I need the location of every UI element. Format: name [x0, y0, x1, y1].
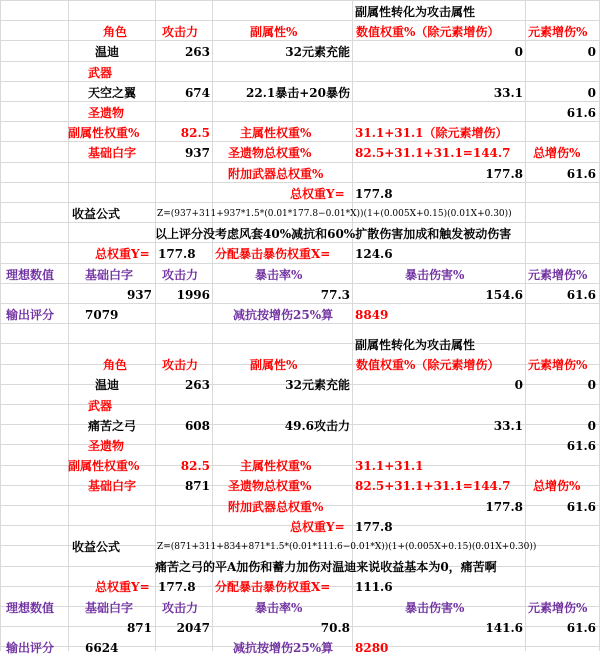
- grid-row-line: [0, 61, 600, 62]
- crit-dmg-label: 暴击伤害%: [405, 268, 465, 282]
- sub-weight-label: 副属性权重%: [68, 459, 140, 473]
- ideal-base-label: 基础白字: [85, 268, 134, 282]
- note-text: 痛苦之弓的平A加伤和蓄力加伤对温迪来说收益基本为0，痛苦啊: [155, 560, 497, 574]
- add-weapon-weight-value: 177.8: [485, 167, 523, 181]
- main-weight-label: 主属性权重%: [240, 459, 312, 473]
- res-label: 减抗按增伤25%算: [233, 308, 334, 322]
- res-value: 8849: [355, 308, 389, 322]
- crit-rate-label: 暴击率%: [255, 601, 303, 615]
- header-elem-bonus: 元素增伤%: [528, 25, 588, 39]
- x-label: 分配暴击暴伤权重X=: [215, 580, 331, 594]
- base-value: 871: [184, 479, 210, 493]
- grid-column-line: [68, 0, 69, 651]
- weapon-weight: 33.1: [493, 86, 523, 100]
- main-weight-label: 主属性权重%: [240, 126, 312, 140]
- ideal-elem-value: 61.6: [566, 288, 596, 302]
- ideal-base-label: 基础白字: [85, 601, 134, 615]
- y-value: 177.8: [158, 247, 196, 261]
- score-value: 7079: [85, 308, 119, 322]
- note-text: 以上评分没考虑风套40%减抗和60%扩散伤害加成和触发被动伤害: [155, 227, 512, 241]
- ideal-label: 理想数值: [6, 601, 55, 615]
- header-atk: 攻击力: [162, 358, 199, 372]
- ideal-base-value: 937: [126, 288, 152, 302]
- y-value: 177.8: [158, 580, 196, 594]
- grid-row-line: [0, 121, 600, 122]
- total-weight-label: 总权重Y=: [290, 520, 345, 534]
- character-elem: 0: [587, 45, 596, 59]
- character-sub-stat: 32元素充能: [285, 378, 350, 392]
- artifact-weight-label: 圣遗物总权重%: [228, 146, 312, 160]
- weapon-name: 天空之翼: [88, 86, 137, 100]
- artifact-weight-label: 圣遗物总权重%: [228, 479, 312, 493]
- artifact-label: 圣遗物: [88, 106, 125, 120]
- formula-label: 收益公式: [72, 207, 121, 221]
- main-weight-value: 31.1+31.1（除元素增伤）: [355, 126, 508, 140]
- x-value: 124.6: [355, 247, 393, 261]
- character-weight: 0: [514, 45, 523, 59]
- weapon-atk: 608: [184, 419, 210, 433]
- grid-row-line: [0, 303, 600, 304]
- crit-dmg-label: 暴击伤害%: [405, 601, 465, 615]
- header-weight: 数值权重%（除元素增伤）: [356, 25, 500, 39]
- formula-text: Z=(937+311+937*1.5*(0.01*177.8−0.01*X))(1+(0.005X+0.15)(0.01X+0.30)): [157, 209, 512, 219]
- ideal-base-value: 871: [126, 621, 152, 635]
- header-atk: 攻击力: [162, 25, 199, 39]
- weapon-elem: 0: [587, 86, 596, 100]
- sub-weight-label: 副属性权重%: [68, 126, 140, 140]
- artifact-label: 圣遗物: [88, 439, 125, 453]
- ideal-crit-value: 70.8: [320, 621, 350, 635]
- grid-row-line: [0, 242, 600, 243]
- grid-row-line: [0, 20, 600, 21]
- grid-row-line: [0, 263, 600, 264]
- header-convert: 副属性转化为攻击属性: [355, 5, 476, 19]
- score-label: 输出评分: [6, 641, 55, 655]
- character-name: 温迪: [95, 45, 120, 59]
- res-label: 减抗按增伤25%算: [233, 641, 334, 655]
- sub-weight-value: 82.5: [180, 126, 210, 140]
- y-label: 总权重Y=: [95, 580, 150, 594]
- add-weapon-elem: 61.6: [566, 167, 596, 181]
- formula-text: Z=(871+311+834+871*1.5*(0.01*111.6−0.01*X))(1+(0.005X+0.15)(0.01X+0.30)): [157, 542, 537, 552]
- grid-column-line: [0, 0, 1, 651]
- header-elem-bonus: 元素增伤%: [528, 358, 588, 372]
- base-value: 937: [184, 146, 210, 160]
- weapon-name: 痛苦之弓: [88, 419, 137, 433]
- x-value: 111.6: [355, 580, 393, 594]
- base-label: 基础白字: [88, 146, 137, 160]
- add-weapon-weight-label: 附加武器总权重%: [228, 500, 324, 514]
- weapon-label: 武器: [88, 399, 113, 413]
- total-dmg-label: 总增伤%: [533, 146, 581, 160]
- weapon-sub-stat: 22.1暴击+20暴伤: [246, 86, 350, 100]
- ideal-crit-dmg-value: 141.6: [485, 621, 523, 635]
- header-sub-stat: 副属性%: [250, 25, 298, 39]
- total-weight-value: 177.8: [355, 187, 393, 201]
- ideal-crit-value: 77.3: [320, 288, 350, 302]
- total-dmg-label: 总增伤%: [533, 479, 581, 493]
- y-label: 总权重Y=: [95, 247, 150, 261]
- grid-row-line: [0, 81, 600, 82]
- grid-row-line: [0, 40, 600, 41]
- score-label: 输出评分: [6, 308, 55, 322]
- header-role: 角色: [102, 358, 127, 372]
- character-atk: 263: [184, 45, 210, 59]
- ideal-elem-label: 元素增伤%: [528, 601, 588, 615]
- header-sub-stat: 副属性%: [250, 358, 298, 372]
- grid-row-line: [0, 222, 600, 223]
- grid-row-line: [0, 101, 600, 102]
- total-weight-label: 总权重Y=: [290, 187, 345, 201]
- header-weight: 数值权重%（除元素增伤）: [356, 358, 500, 372]
- res-value: 8280: [355, 641, 389, 655]
- crit-rate-label: 暴击率%: [255, 268, 303, 282]
- total-weight-value: 177.8: [355, 520, 393, 534]
- grid-column-line: [155, 0, 156, 651]
- weapon-sub-stat: 49.6攻击力: [284, 419, 350, 433]
- grid-row-line: [0, 0, 600, 1]
- sub-weight-value: 82.5: [180, 459, 210, 473]
- grid-row-line: [0, 182, 600, 183]
- grid-row-line: [0, 141, 600, 142]
- grid-row-line: [0, 283, 600, 284]
- weapon-elem: 0: [587, 419, 596, 433]
- character-sub-stat: 32元素充能: [285, 45, 350, 59]
- header-convert: 副属性转化为攻击属性: [355, 338, 476, 352]
- ideal-elem-value: 61.6: [566, 621, 596, 635]
- base-label: 基础白字: [88, 479, 137, 493]
- artifact-weight-value: 82.5+31.1+31.1=144.7: [355, 146, 511, 160]
- ideal-elem-label: 元素增伤%: [528, 268, 588, 282]
- artifact-weight-value: 82.5+31.1+31.1=144.7: [355, 479, 511, 493]
- weapon-label: 武器: [88, 66, 113, 80]
- character-name: 温迪: [95, 378, 120, 392]
- x-label: 分配暴击暴伤权重X=: [215, 247, 331, 261]
- artifact-elem: 61.6: [566, 106, 596, 120]
- add-weapon-elem: 61.6: [566, 500, 596, 514]
- character-weight: 0: [514, 378, 523, 392]
- ideal-atk-label: 攻击力: [162, 268, 199, 282]
- ideal-label: 理想数值: [6, 268, 55, 282]
- weapon-weight: 33.1: [493, 419, 523, 433]
- character-elem: 0: [587, 378, 596, 392]
- main-weight-value: 31.1+31.1: [355, 459, 424, 473]
- character-atk: 263: [184, 378, 210, 392]
- formula-label: 收益公式: [72, 540, 121, 554]
- ideal-atk-value: 2047: [176, 621, 210, 635]
- grid-row-line: [0, 323, 600, 324]
- artifact-elem: 61.6: [566, 439, 596, 453]
- add-weapon-weight-value: 177.8: [485, 500, 523, 514]
- ideal-atk-label: 攻击力: [162, 601, 199, 615]
- grid-row-line: [0, 162, 600, 163]
- score-value: 6624: [85, 641, 119, 655]
- ideal-crit-dmg-value: 154.6: [485, 288, 523, 302]
- add-weapon-weight-label: 附加武器总权重%: [228, 167, 324, 181]
- grid-row-line: [0, 202, 600, 203]
- weapon-atk: 674: [184, 86, 210, 100]
- header-role: 角色: [102, 25, 127, 39]
- ideal-atk-value: 1996: [176, 288, 210, 302]
